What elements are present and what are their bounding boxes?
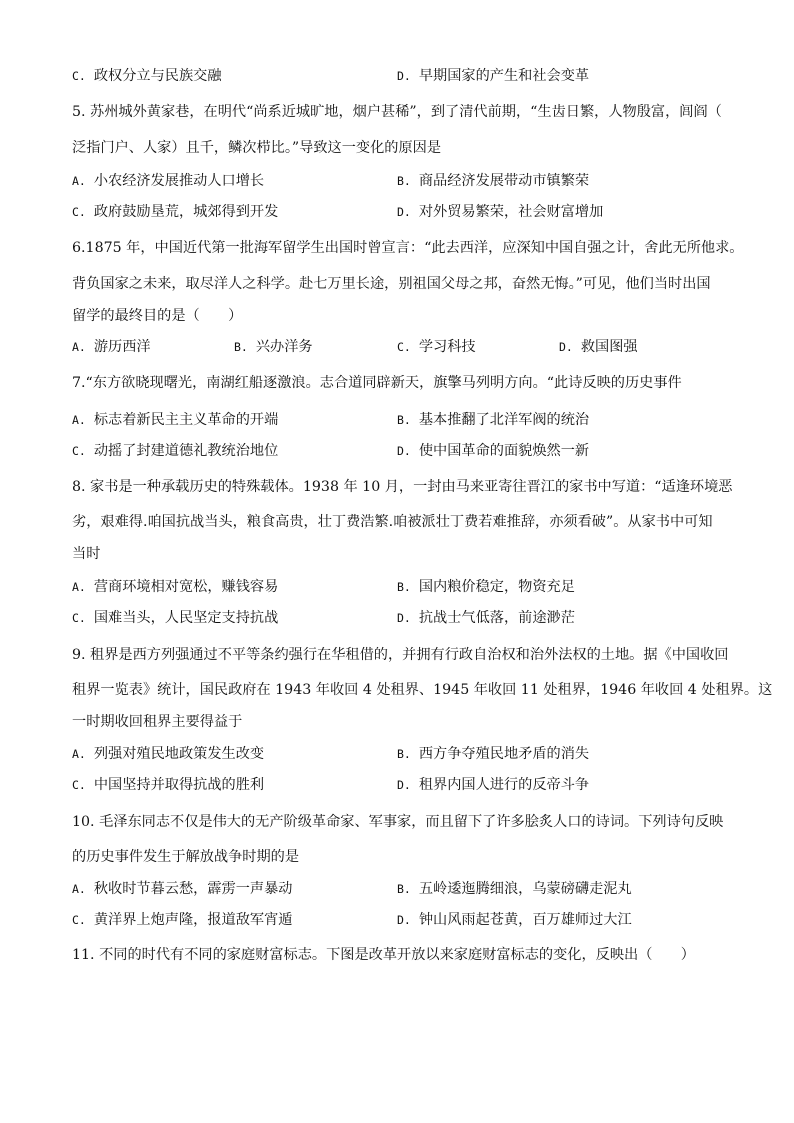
option-text: 标志着新民主主义革命的开端 <box>93 412 279 428</box>
option-letter: D. <box>397 778 411 792</box>
option-text: 秋收时节暮云愁，霹雳一声暴动 <box>93 881 293 897</box>
q9-stem-line-2: 租界一览表》统计，国民政府在 1943 年收回 4 处租界、1945 年收回 11 处租界，1946 年收回 4 处租界。这 <box>72 682 773 698</box>
q10-stem-line-1: 10. 毛泽东同志不仅是伟大的无产阶级革命家、军事家，而且留下了许多脍炙人口的诗词。下列诗句反映 <box>72 814 724 830</box>
q5-stem-line-1: 5. 苏州城外黄家巷，在明代“尚系近城旷地，烟户甚稀”，到了清代前期，“生齿日繁，人物殷富，闾阎（ <box>72 104 722 120</box>
q8-stem-line-3: 当时 <box>72 546 101 562</box>
option-text: 政权分立与民族交融 <box>93 68 222 84</box>
option-text: 商品经济发展带动市镇繁荣 <box>418 173 590 189</box>
option-letter: D. <box>397 611 411 625</box>
q10-stem-line-2: 的历史事件发生于解放战争时期的是 <box>72 849 300 865</box>
q5-option-b <box>397 172 589 190</box>
q6-stem-line-3: 留学的最终目的是（ ） <box>72 308 243 324</box>
option-letter: C. <box>397 340 411 354</box>
q10-option-a <box>72 880 293 898</box>
option-letter: C. <box>72 611 86 625</box>
q6-option-c <box>397 338 476 356</box>
option-text: 救国图强 <box>580 339 638 355</box>
q7-option-b <box>397 411 589 429</box>
option-letter: C. <box>72 444 86 458</box>
q10-option-d <box>397 911 632 929</box>
option-text: 列强对殖民地政策发生改变 <box>93 746 265 762</box>
option-text: 国难当头，人民坚定支持抗战 <box>93 610 279 626</box>
option-letter: C. <box>72 69 86 83</box>
q10-option-c <box>72 911 293 929</box>
option-letter: D. <box>397 205 411 219</box>
q9-option-b <box>397 745 589 763</box>
option-letter: B. <box>397 747 411 761</box>
option-text: 营商环境相对宽松，赚钱容易 <box>93 579 279 595</box>
option-text: 抗战士气低落，前途渺茫 <box>418 610 575 626</box>
option-text: 租界内国人进行的反帝斗争 <box>418 777 590 793</box>
option-letter: A. <box>72 340 86 354</box>
q9-option-d <box>397 776 589 794</box>
q6-option-b <box>234 338 313 356</box>
option-letter: B. <box>234 340 248 354</box>
option-letter: B. <box>397 580 411 594</box>
q6-option-d <box>559 338 638 356</box>
option-letter: D. <box>397 444 411 458</box>
option-letter: A. <box>72 580 86 594</box>
prev-option-d <box>397 67 589 85</box>
option-text: 兴办洋务 <box>255 339 313 355</box>
option-letter: D. <box>397 69 411 83</box>
option-text: 黄洋界上炮声隆，报道敌军宵遁 <box>93 912 293 928</box>
q6-stem-line-1: 6.1875 年，中国近代第一批海军留学生出国时曾宣言：“此去西洋，应深知中国自强之计，舍此无所他求。 <box>72 240 744 256</box>
option-text: 中国坚持并取得抗战的胜利 <box>93 777 265 793</box>
option-text: 小农经济发展推动人口增长 <box>93 173 265 189</box>
option-text: 使中国革命的面貌焕然一新 <box>418 443 590 459</box>
q11-stem-line-1: 11. 不同的时代有不同的家庭财富标志。下图是改革开放以来家庭财富标志的变化，反映出（ ） <box>72 947 695 963</box>
option-letter: C. <box>72 913 86 927</box>
q5-option-d <box>397 203 603 221</box>
option-letter: B. <box>397 174 411 188</box>
option-letter: C. <box>72 778 86 792</box>
q9-stem-line-1: 9. 租界是西方列强通过不平等条约强行在华租借的，并拥有行政自治权和治外法权的土地。据《中国收回 <box>72 647 729 663</box>
option-text: 钟山风雨起苍黄，百万雄师过大江 <box>418 912 632 928</box>
option-letter: B. <box>397 413 411 427</box>
option-text: 五岭逶迤腾细浪，乌蒙磅礴走泥丸 <box>418 881 632 897</box>
option-text: 对外贸易繁荣，社会财富增加 <box>418 204 604 220</box>
q8-option-c <box>72 609 278 627</box>
option-text: 游历西洋 <box>93 339 151 355</box>
option-text: 动摇了封建道德礼教统治地位 <box>93 443 279 459</box>
option-text: 政府鼓励垦荒，城郊得到开发 <box>93 204 279 220</box>
option-letter: A. <box>72 413 86 427</box>
option-text: 国内粮价稳定，物资充足 <box>418 579 575 595</box>
q5-option-c <box>72 203 278 221</box>
option-letter: A. <box>72 174 86 188</box>
q8-option-d <box>397 609 575 627</box>
q9-stem-line-3: 一时期收回租界主要得益于 <box>72 714 243 730</box>
q9-option-c <box>72 776 264 794</box>
option-letter: B. <box>397 882 411 896</box>
q8-stem-line-2: 劣，艰难得.咱国抗战当头，粮食高贵，壮丁费浩繁.咱被派壮丁费若难推辞，亦须看破”。从家书中可知 <box>72 514 713 530</box>
q8-stem-line-1: 8. 家书是一种承载历史的特殊载体。1938 年 10 月，一封由马来亚寄往晋江的家书中写道：“适逢环境恶 <box>72 479 733 495</box>
option-letter: C. <box>72 205 86 219</box>
q7-option-c <box>72 442 278 460</box>
q7-option-d <box>397 442 589 460</box>
option-letter: D. <box>559 340 573 354</box>
q8-option-a <box>72 578 278 596</box>
option-letter: D. <box>397 913 411 927</box>
prev-option-c <box>72 67 222 85</box>
q8-option-b <box>397 578 575 596</box>
option-letter: A. <box>72 882 86 896</box>
q6-option-a <box>72 338 151 356</box>
q9-option-a <box>72 745 264 763</box>
q7-option-a <box>72 411 278 429</box>
option-letter: A. <box>72 747 86 761</box>
q5-stem-line-2: 泛指门户、人家）且千，鳞次栉比。”导致这一变化的原因是 <box>72 140 442 156</box>
q6-stem-line-2: 背负国家之未来，取尽洋人之科学。赴七万里长途，别祖国父母之邦，奋然无悔。”可见，他们当时出国 <box>72 276 711 292</box>
option-text: 西方争夺殖民地矛盾的消失 <box>418 746 590 762</box>
q10-option-b <box>397 880 632 898</box>
option-text: 早期国家的产生和社会变革 <box>418 68 590 84</box>
option-text: 基本推翻了北洋军阀的统治 <box>418 412 590 428</box>
q5-option-a <box>72 172 264 190</box>
q7-stem-line-1: 7.“东方欲晓现曙光，南湖红船逐激浪。志合道同辟新天，旗擎马列明方向。“此诗反映的历史事件 <box>72 375 682 391</box>
option-text: 学习科技 <box>418 339 476 355</box>
